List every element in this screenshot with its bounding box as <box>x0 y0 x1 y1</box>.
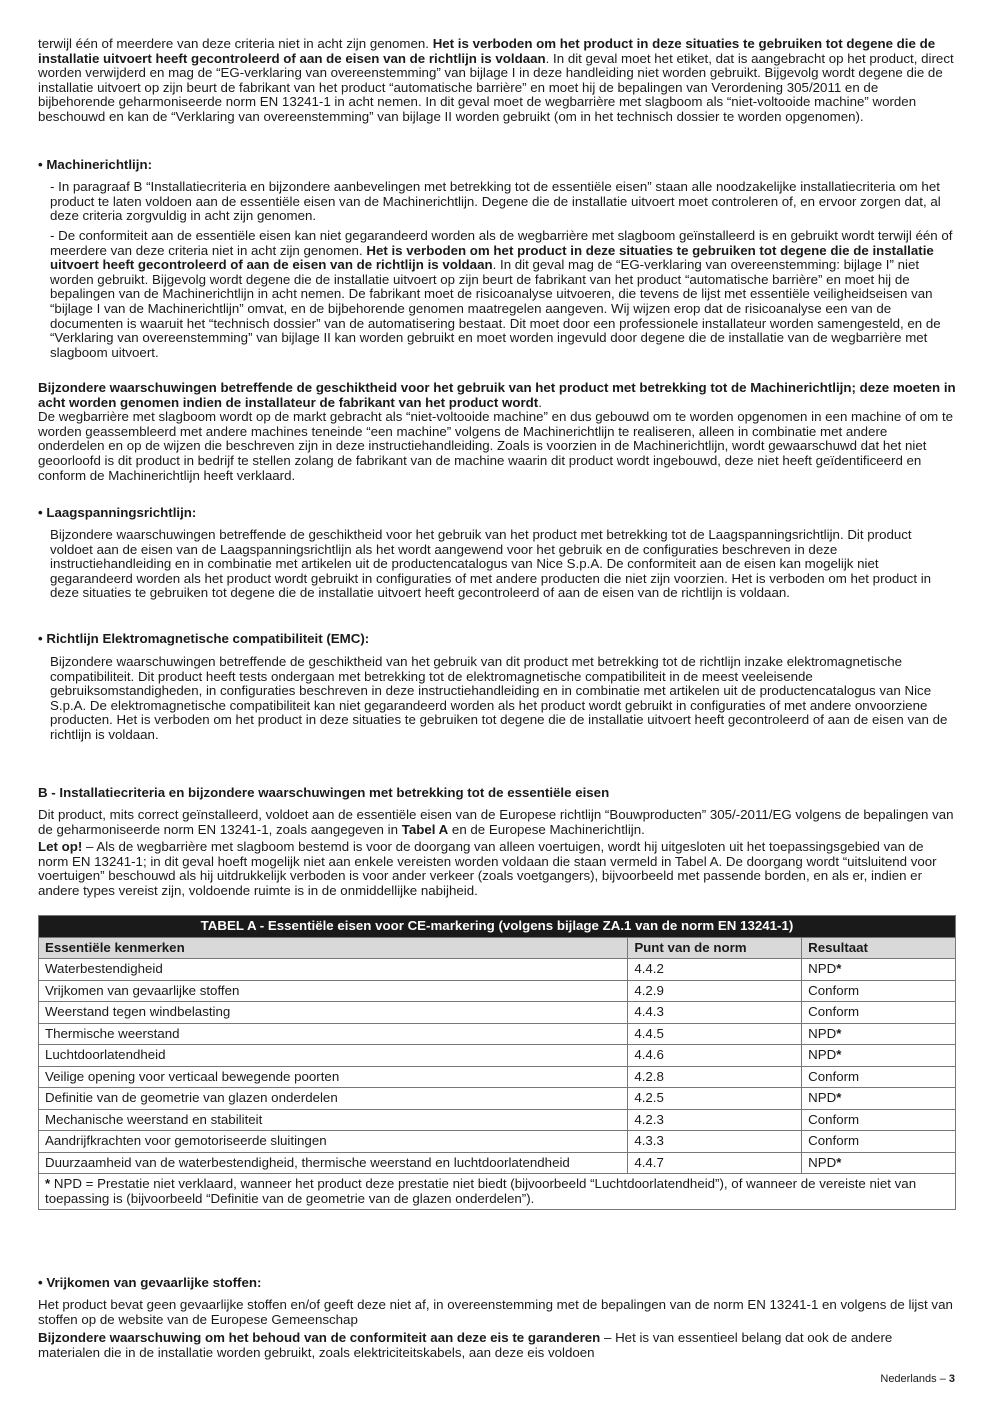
table-cell: Waterbestendigheid <box>39 959 628 981</box>
table-note-row <box>39 1174 956 1210</box>
table-cell: NPD* <box>802 1088 956 1110</box>
table-cell: Thermische weerstand <box>39 1023 628 1045</box>
table-cell: 4.2.8 <box>628 1066 802 1088</box>
table-note: * NPD = Prestatie niet verklaard, wanneer het product deze prestatie niet biedt (bijvoorbeeld “Luchtdoorlatendheid”), of wanneer de vereiste niet van toepassing is (bijvoorbeeld “Definitie van de geometrie van de glazen onderdelen”). <box>39 1174 956 1210</box>
table-cell: 4.4.7 <box>628 1152 802 1174</box>
section-b-paragraph-1: Dit product, mits correct geïnstalleerd, voldoet aan de essentiële eisen van de Europese richtlijn “Bouwproducten” 305/-2011/EG volgens de bepalingen van de geharmoniseerde norm EN 13241-1, zoals aangegeven in Tabel A en de Europese Machinerichtlijn. <box>38 807 954 837</box>
table-row <box>39 1002 956 1024</box>
table-cell: Conform <box>802 1131 956 1153</box>
table-cell: Duurzaamheid van de waterbestendigheid, thermische weerstand en luchtdoorlatendheid <box>39 1152 628 1174</box>
intro-text: terwijl één of meerdere van deze criteria niet in acht zijn genomen. <box>38 36 433 51</box>
column-header: Resultaat <box>802 937 956 959</box>
lowvoltage-text: Bijzondere waarschuwingen betreffende de geschiktheid voor het gebruik van het product met betrekking tot de Laagspanningsrichtlijn. Dit product voldoet aan de eisen van de Laagspanningsrichtlijn als het wordt aangewend voor het gebruik en de configuraties beschreven in deze instructiehandleiding en in combinatie met artikelen uit de productencatalogus van Nice S.p.A. De conformiteit aan de eisen kan mogelijk niet gegarandeerd worden als het product wordt gebruikt in configuraties of met andere producten die niet zijn voorzien. Het is verboden om het product in deze situaties te gebruiken tot degene die de installatie uitvoert heeft gecontroleerd of aan de eisen van de richtlijn is voldaan. <box>50 527 932 601</box>
table-cell: Definitie van de geometrie van glazen onderdelen <box>39 1088 628 1110</box>
table-cell: Luchtdoorlatendheid <box>39 1045 628 1067</box>
table-row <box>39 1088 956 1110</box>
table-cell: NPD* <box>802 959 956 981</box>
table-cell: 4.2.9 <box>628 980 802 1002</box>
table-row <box>39 1066 956 1088</box>
table-row <box>39 1131 956 1153</box>
table-cell: Weerstand tegen windbelasting <box>39 1002 628 1024</box>
table-cell: Conform <box>802 1066 956 1088</box>
table-cell: 4.4.2 <box>628 959 802 981</box>
machine-warning-text: De wegbarrière met slagboom wordt op de markt gebracht als “niet-voltooide machine” en dus gebouwd om te worden opgenomen in een machine of om te worden geassembleerd met andere machines teneinde “een machine” volgens de Machinerichtlijn te realiseren, alleen in combinatie met andere onderdelen en op de wijzen die beschreven zijn in deze instructiehandleiding. Zoals is voorzien in de Machinerichtlijn, wordt gewaarschuwd dat het niet geoorloofd is dit product in bedrijf te stellen zolang de fabrikant van de machine waarin dit product wordt ingebouwd, deze niet heeft geïdentificeerd en conform de Machinerichtlijn heeft verklaard. <box>38 409 954 483</box>
page-number: 3 <box>948 1373 955 1385</box>
intro-bold: Het is verboden om het product in deze situaties te gebruiken tot degene die de installatie uitvoert heeft gecontroleerd of aan de eisen van de richtlijn is voldaan <box>38 36 936 66</box>
table-cell: Mechanische weerstand en stabiliteit <box>39 1109 628 1131</box>
table-cell: Conform <box>802 1002 956 1024</box>
table-cell: 4.4.5 <box>628 1023 802 1045</box>
hazard-warning: Bijzondere waarschuwing om het behoud van de conformiteit aan deze eis te garanderen – Het is van essentieel belang dat ook de andere materialen die in de installatie worden gebruikt, zoals elektriciteitskabels, aan deze eis voldoen <box>38 1330 893 1360</box>
section-b-heading: B - Installatiecriteria en bijzondere waarschuwingen met betrekking tot de essentiële eisen <box>38 785 610 800</box>
table-row <box>39 1023 956 1045</box>
table-row <box>39 1109 956 1131</box>
table-cell: NPD* <box>802 1152 956 1174</box>
table-cell: NPD* <box>802 1023 956 1045</box>
intro-paragraph <box>38 37 956 125</box>
column-header: Essentiële kenmerken <box>39 937 628 959</box>
table-cell: 4.2.3 <box>628 1109 802 1131</box>
page-footer <box>880 1373 955 1385</box>
machine-paragraph-1: - In paragraaf B “Installatiecriteria en bijzondere aanbevelingen met betrekking tot de essentiële eisen” staan alle noodzakelijke installatiecriteria om het product te laten voldoen aan de essentiële eisen van de Machinerichtlijn. Degene die de installatie uitvoert moet controleren of, en ervoor zorgen dat, al deze criteria zorgvuldig in acht zijn genomen. <box>50 179 941 224</box>
emc-text: Bijzondere waarschuwingen betreffende de geschiktheid van het gebruik van dit product met betrekking tot de richtlijn inzake elektromagnetische compatibiliteit. Dit product heeft tests ondergaan met betrekking tot de elektromagnetische compatibiliteit in de meest veeleisende gebruiksomstandigheden, in configuraties beschreven in deze instructiehandleiding en in combinatie met artikelen uit de productencatalogus van Nice S.p.A. De elektromagnetische compatibiliteit kan niet gegarandeerd worden als het product wordt gebruikt in configuraties of met andere onvoorziene producten. Het is verboden om het product in deze situaties te gebruiken tot degene die de installatie uitvoert heeft gecontroleerd of aan de eisen van de richtlijn is voldaan. <box>50 654 948 742</box>
table-cell: 4.4.3 <box>628 1002 802 1024</box>
table-a <box>38 915 956 1210</box>
hazard-text: Het product bevat geen gevaarlijke stoffen en/of geeft deze niet af, in overeenstemming met de bepalingen van de norm EN 13241-1 en volgens de lijst van stoffen op de website van de Europese Gemeenschap <box>38 1297 953 1327</box>
section-b-paragraph-2: Let op! – Als de wegbarrière met slagboom bestemd is voor de doorgang van alleen voertuigen, wordt hij uitgesloten uit het toepassingsgebied van de norm EN 13241-1; in dit geval hoeft mogelijk niet aan enkele vereisten worden voldaan die staan vermeld in Tabel A. De doorgang wordt “uitsluitend voor voertuigen” beschouwd als hij uitdrukkelijk verboden is voor ander verkeer (zoals voetgangers), bijvoorbeeld met passende borden, en als er, indien er andere types vereist zijn, voldoende ruimte is in de onmiddellijke nabijheid. <box>38 839 937 898</box>
table-title: TABEL A - Essentiële eisen voor CE-markering (volgens bijlage ZA.1 van de norm EN 13241-1) <box>39 916 956 938</box>
table-cell: Veilige opening voor verticaal bewegende poorten <box>39 1066 628 1088</box>
footer-language: Nederlands – <box>880 1373 949 1385</box>
column-header: Punt van de norm <box>628 937 802 959</box>
machine-warning: Bijzondere waarschuwingen betreffende de geschiktheid voor het gebruik van het product met betrekking tot de Machinerichtlijn; deze moeten in acht worden genomen indien de installateur de fabrikant van het product wordt. De wegbarrière met slagboom wordt op de markt gebracht als “niet-voltooide machine” en dus gebouwd om te worden opgenomen in een machine of om te worden geassembleerd met andere machines teneinde “een machine” volgens de Machinerichtlijn te realiseren, alleen in combinatie met andere onderdelen en op de wijzen die beschreven zijn in deze instructiehandleiding. Zoals is voorzien in de Machinerichtlijn, wordt gewaarschuwd dat het niet geoorloofd is dit product in bedrijf te stellen zolang de fabrikant van de machine waarin dit product wordt ingebouwd, deze niet heeft geïdentificeerd en conform de Machinerichtlijn heeft verklaard. <box>38 380 956 483</box>
machine-paragraph-2: - De conformiteit aan de essentiële eisen kan niet gegarandeerd worden als de wegbarrière met slagboom geïnstalleerd is en gebruikt wordt terwijl één of meerdere van deze criteria niet in acht zijn genomen. Het is verboden om het product in deze situaties te gebruiken tot degene die de installatie uitvoert heeft gecontroleerd of aan de eisen van de richtlijn is voldaan. In dit geval mag de “EG-verklaring van overeenstemming: bijlage I” niet worden gebruikt. Bijgevolg wordt degene die de installatie uitvoert op zijn beurt de fabrikant van het product “automatische barrière” en moet hij de bepalingen van de Machinerichtlijn in acht nemen. De fabrikant moet de risicoanalyse uitvoeren, die tevens de lijst met essentiële veiligheidseisen van “bijlage I van de Machinerichtlijn” omvat, en de bijbehorende genomen maatregelen aangeven. Wij wijzen erop dat de risicoanalyse een van de documenten is waaruit het “technisch dossier” van de automatisering bestaat. Dit moet door een professionele installateur worden samengesteld, en de “Verklaring van overeenstemming” van bijlage II kan worden gebruikt en moet worden ingevuld door degene die de installatie van de wegbarrière met slagboom uitvoert. <box>50 228 953 360</box>
table-cell: Conform <box>802 980 956 1002</box>
table-row <box>39 1152 956 1174</box>
emc-heading: • Richtlijn Elektromagnetische compatibiliteit (EMC): <box>38 631 370 646</box>
table-header-row <box>39 937 956 959</box>
hazard-heading: • Vrijkomen van gevaarlijke stoffen: <box>38 1275 262 1290</box>
intro-text-cont: . In dit geval moet het etiket, dat is aangebracht op het product, direct worden verwijderd en mag de “EG-verklaring van overeenstemming” van bijlage I in deze handleiding niet worden gebruikt. Bijgevolg wordt degene die de installatie uitvoert op zijn beurt de fabrikant van het product “automatische barrière” en moet hij de bepalingen van Verordening 305/2011 en de bijbehorende geharmoniseerde norm EN 13241-1 in acht nemen. In dit geval moet de wegbarrière met slagboom als “niet-voltooide machine” worden beschouwd en kan de “Verklaring van overeenstemming” van bijlage II worden gebruikt (om in het technisch dossier te worden opgenomen). <box>38 50 954 124</box>
table-cell: 4.3.3 <box>628 1131 802 1153</box>
machine-warning-title: Bijzondere waarschuwingen betreffende de geschiktheid voor het gebruik van het product met betrekking tot de Machinerichtlijn; deze moeten in acht worden genomen indien de installateur de fabrikant van het product wordt <box>38 380 956 410</box>
table-row <box>39 959 956 981</box>
table-row <box>39 1045 956 1067</box>
table-cell: NPD* <box>802 1045 956 1067</box>
table-cell: Conform <box>802 1109 956 1131</box>
table-cell: 4.2.5 <box>628 1088 802 1110</box>
table-cell: 4.4.6 <box>628 1045 802 1067</box>
lowvoltage-heading: • Laagspanningsrichtlijn: <box>38 505 197 520</box>
table-cell: Vrijkomen van gevaarlijke stoffen <box>39 980 628 1002</box>
table-row <box>39 980 956 1002</box>
table-cell: Aandrijfkrachten voor gemotoriseerde sluitingen <box>39 1131 628 1153</box>
machine-heading: • Machinerichtlijn: <box>38 157 152 172</box>
